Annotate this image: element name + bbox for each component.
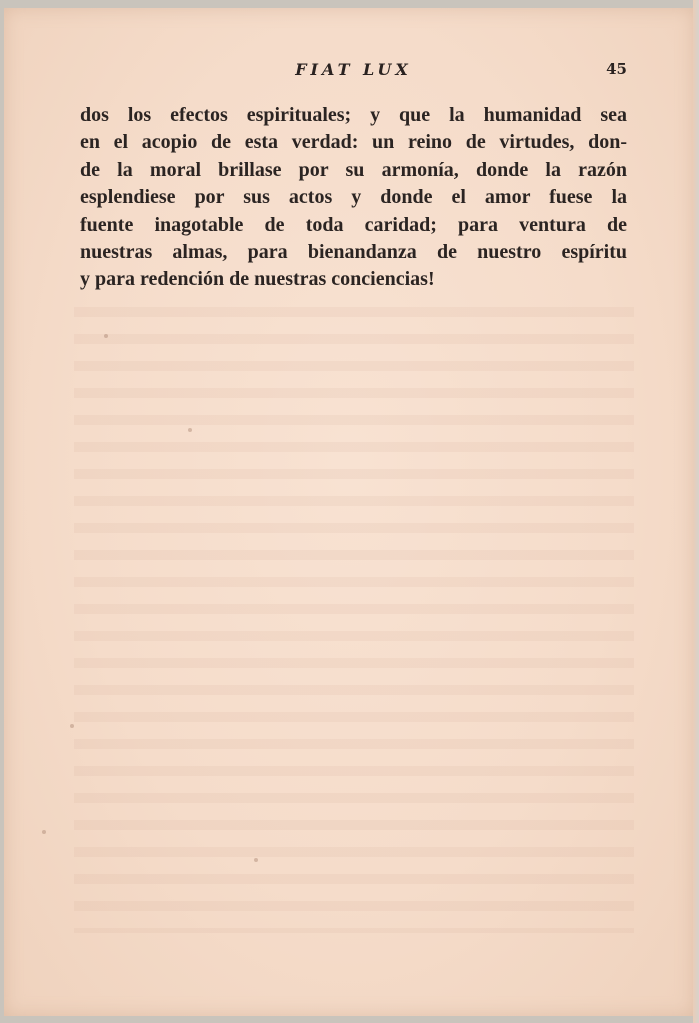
paper-speck — [104, 334, 108, 338]
body-paragraph — [80, 102, 627, 294]
text-line: en el acopio de esta verdad: un reino de virtudes, don- — [80, 131, 627, 154]
paper-speck — [254, 858, 258, 862]
text-line: nuestras almas, para bienandanza de nuestro espíritu — [80, 241, 627, 264]
running-head-title: FIAT LUX — [295, 60, 412, 79]
page-number: 45 — [606, 60, 627, 78]
text-line: y para redención de nuestras conciencias! — [80, 268, 435, 291]
paper-speck — [70, 724, 74, 728]
page-edge — [693, 0, 699, 1023]
paper-speck — [188, 428, 192, 432]
text-line: de la moral brillase por su armonía, donde la razón — [80, 158, 627, 181]
text-line: esplendiese por sus actos y donde el amor fuese la — [80, 186, 627, 209]
text-line: fuente inagotable de toda caridad; para ventura de — [80, 213, 627, 236]
show-through-text — [74, 293, 634, 933]
text-line: dos los efectos espirituales; y que la humanidad sea — [80, 104, 627, 126]
paper-speck — [42, 830, 46, 834]
running-head — [80, 60, 627, 84]
